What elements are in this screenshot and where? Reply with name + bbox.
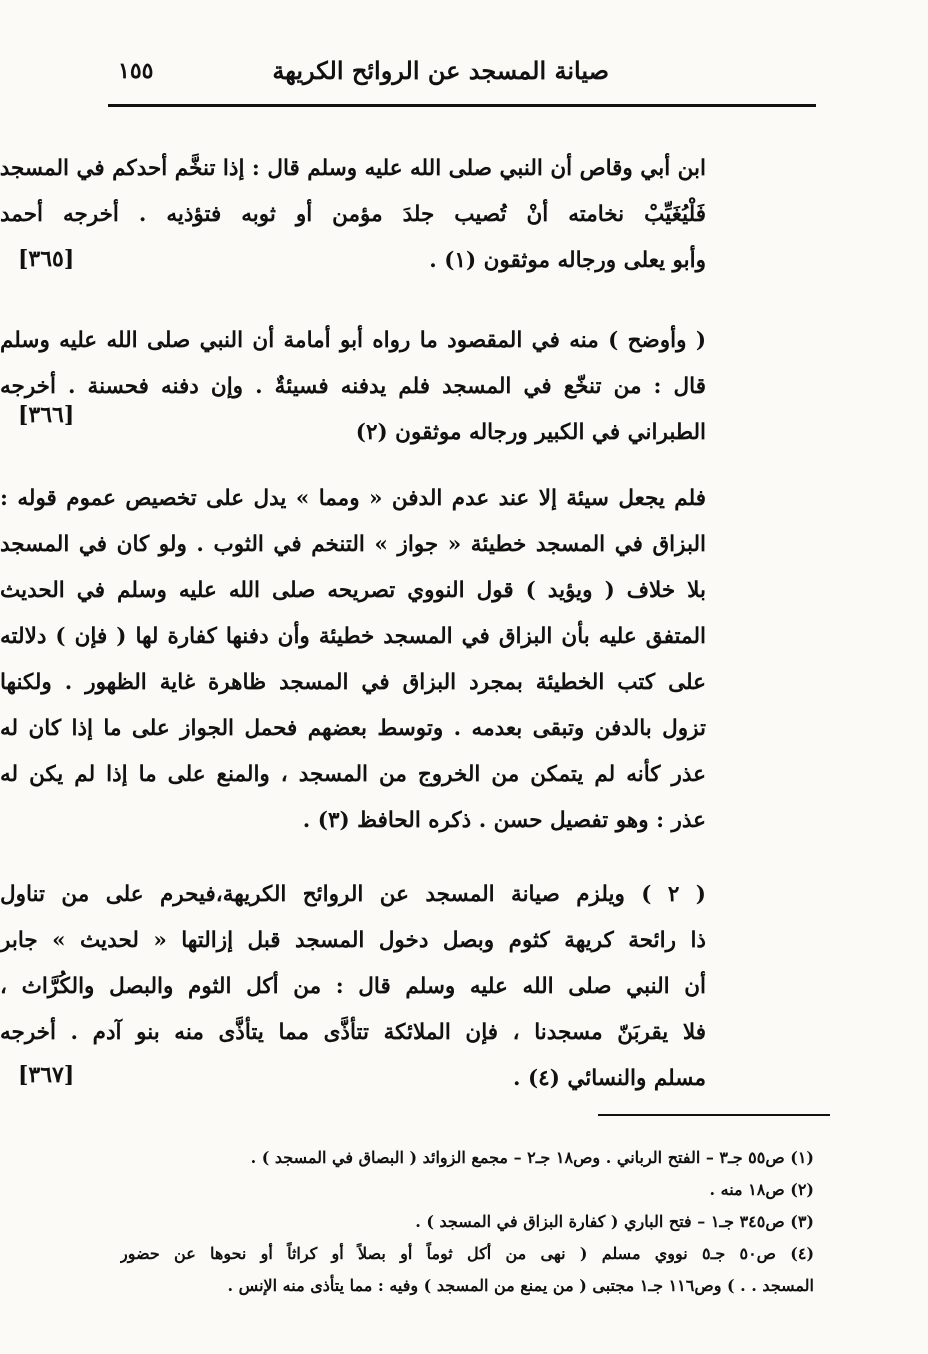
paragraph-2: [0, 318, 706, 456]
paragraph-line: تزول بالدفن وتبقى بعدمه . وتوسط بعضهم فحمل الجواز على ما إذا كان له: [0, 716, 706, 741]
paragraph-4: [0, 872, 706, 1102]
paragraph-line: فلا يقربَنّ مسجدنا ، فإن الملائكة تتأذَّى مما يتأذَّى منه بنو آدم . أخرجه: [0, 1020, 706, 1045]
paragraph-line: فلم يجعل سيئة إلا عند عدم الدفن « ومما » يدل على تخصيص عموم قوله :: [0, 486, 706, 511]
paragraph-line: فَلْيُغَيِّبْ نخامته أنْ تُصيب جلدَ مؤمن أو ثوبه فتؤذيه . أخرجه أحمد: [0, 202, 706, 227]
hadith-number: [٣٦٥]: [18, 246, 75, 272]
footnote: (١) ص٥٥ جـ٣ – الفتح الرباني . وص١٨ جـ٢ – مجمع الزوائد ( البصاق في المسجد ) .: [250, 1148, 814, 1167]
paragraph-line: ( ٢ ) ويلزم صيانة المسجد عن الروائح الكريهة،فيحرم على من تناول: [0, 882, 706, 907]
paragraph-line: عذر كأنه لم يتمكن من الخروج من المسجد ، والمنع على ما إذا لم يكن له: [0, 762, 706, 787]
paragraph-line: ذا رائحة كريهة كثوم وبصل دخول المسجد قبل إزالتها « لحديث » جابر: [0, 928, 706, 953]
paragraph-line: على كتب الخطيئة بمجرد البزاق في المسجد ظاهرة غاية الظهور . ولكنها: [0, 670, 706, 695]
paragraph-line: عذر : وهو تفصيل حسن . ذكره الحافظ (٣) .: [302, 808, 706, 833]
paragraph-line: ابن أبي وقاص أن النبي صلى الله عليه وسلم قال : إذا تنخَّم أحدكم في المسجد: [0, 156, 706, 181]
footnote: (٢) ص١٨ منه .: [709, 1180, 814, 1199]
hadith-number: [٣٦٧]: [18, 1062, 75, 1088]
paragraph-line: البزاق في المسجد خطيئة « جواز » التنخم في الثوب . ولو كان في المسجد: [0, 532, 706, 557]
paragraph-1: [0, 146, 706, 284]
paragraph-line: وأبو يعلى ورجاله موثقون (١) .: [429, 248, 706, 273]
paragraph-line: قال : من تنخّع في المسجد فلم يدفنه فسيئةٌ . وإن دفنه فحسنة . أخرجه: [0, 374, 706, 399]
footnotes: [120, 1142, 814, 1302]
header-rule: [108, 104, 816, 107]
paragraph-line: الطبراني في الكبير ورجاله موثقون (٢): [355, 420, 706, 445]
paragraph-line: بلا خلاف ( ويؤيد ) قول النووي تصريحه صلى الله عليه وسلم في الحديث: [0, 578, 706, 603]
footnote: المسجد . . ) وص١١٦ جـ١ مجتبى ( من يمنع من المسجد ) وفيه : مما يتأذى منه الإنس .: [227, 1276, 814, 1295]
page-number: ١٥٥: [118, 58, 154, 84]
paragraph-line: المتفق عليه بأن البزاق في المسجد خطيئة وأن دفنها كفارة لها ( فإن ) دلالته: [0, 624, 706, 649]
footnote-rule: [598, 1114, 830, 1116]
paragraph-line: مسلم والنسائي (٤) .: [512, 1066, 706, 1091]
paragraph-3: [0, 476, 706, 844]
paragraph-line: أن النبي صلى الله عليه وسلم قال : من أكل الثوم والبصل والكُرَّاث ،: [0, 974, 706, 999]
footnote: (٤) ص٥٠ جـ٥ نووي مسلم ( نهى من أكل ثوماً أو بصلاً أو كراثاً أو نحوها عن حضور: [120, 1244, 814, 1263]
paragraph-line: ( وأوضح ) منه في المقصود ما رواه أبو أمامة أن النبي صلى الله عليه وسلم: [0, 328, 706, 353]
running-title: صيانة المسجد عن الروائح الكريهة: [272, 56, 609, 85]
footnote: (٣) ص٣٤٥ جـ١ – فتح الباري ( كفارة البزاق في المسجد ) .: [415, 1212, 814, 1231]
page-header: [108, 52, 814, 98]
hadith-number: [٣٦٦]: [18, 402, 75, 428]
